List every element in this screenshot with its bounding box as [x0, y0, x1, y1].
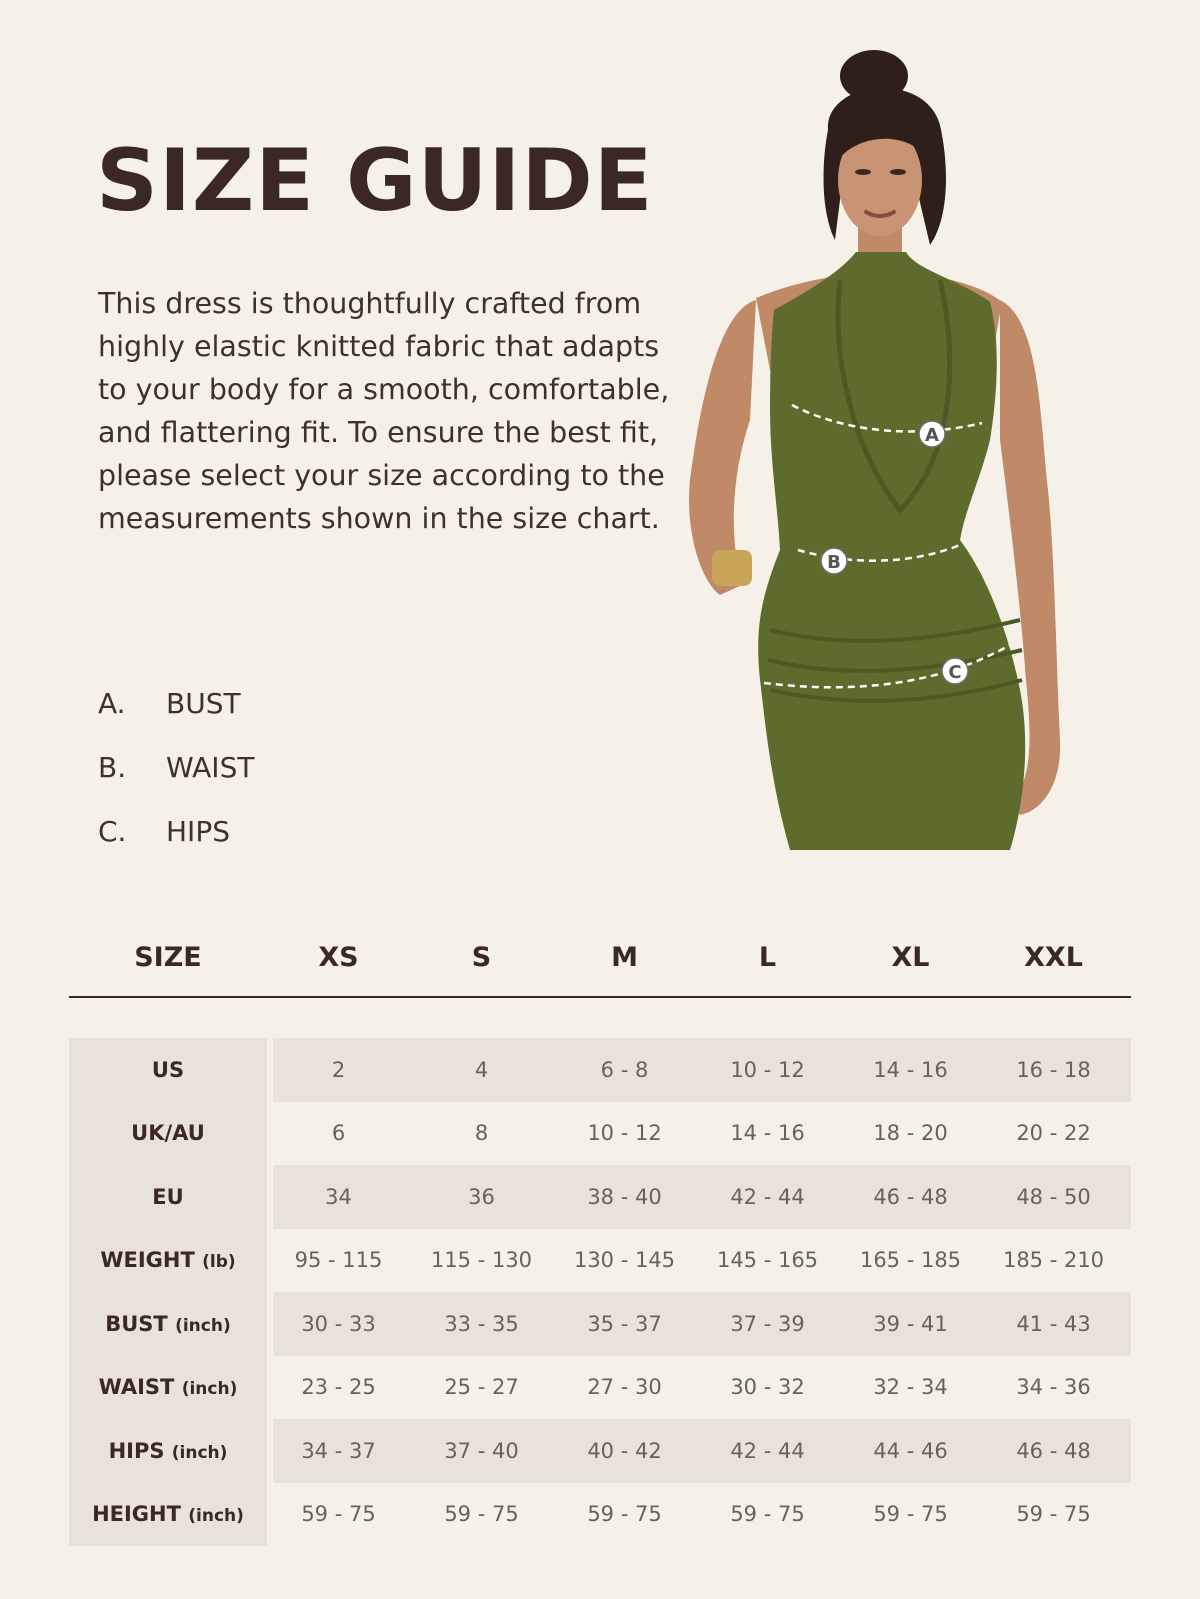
size-table-header — [69, 930, 1131, 984]
table-cell: 59 - 75 — [873, 1502, 948, 1527]
table-row — [69, 1483, 1131, 1547]
row-label-name: UK/AU — [131, 1121, 205, 1146]
row-label — [69, 1312, 267, 1336]
table-cell: 10 - 12 — [587, 1121, 662, 1146]
table-cell: 46 - 48 — [1016, 1438, 1091, 1463]
table-cell: 14 - 16 — [730, 1121, 805, 1146]
measurement-item-hips — [98, 800, 254, 864]
table-cell: 2 — [331, 1057, 346, 1082]
row-label — [69, 1121, 267, 1145]
table-cell: 27 - 30 — [587, 1375, 662, 1400]
row-label — [69, 1502, 267, 1526]
row-label — [69, 1058, 267, 1082]
table-cell: 14 - 16 — [873, 1057, 948, 1082]
table-cell: 44 - 46 — [873, 1438, 948, 1463]
table-row — [69, 1356, 1131, 1420]
table-cell: 185 - 210 — [1002, 1248, 1105, 1273]
table-cell: 34 - 37 — [301, 1438, 376, 1463]
header-xxl: XXL — [1024, 941, 1083, 973]
table-cell: 115 - 130 — [430, 1248, 533, 1273]
table-row — [69, 1229, 1131, 1293]
row-label-name: BUST — [105, 1311, 168, 1336]
table-row — [69, 1038, 1131, 1102]
marker-a — [919, 421, 945, 447]
table-cell: 16 - 18 — [1016, 1057, 1091, 1082]
size-table — [69, 930, 1131, 1546]
header-divider — [69, 996, 1131, 998]
table-cell: 38 - 40 — [587, 1184, 662, 1209]
row-label-name: US — [151, 1057, 185, 1082]
table-cell: 41 - 43 — [1016, 1311, 1091, 1336]
row-label — [69, 1185, 267, 1209]
measurement-item-waist — [98, 736, 254, 800]
table-row — [69, 1292, 1131, 1356]
table-cell: 42 - 44 — [730, 1438, 805, 1463]
marker-b-label: B — [827, 552, 841, 573]
table-cell: 37 - 40 — [444, 1438, 519, 1463]
row-label-unit: (inch) — [175, 1315, 231, 1336]
table-cell: 23 - 25 — [301, 1375, 376, 1400]
measurement-letter: A. — [98, 687, 126, 720]
header-xs: XS — [318, 941, 359, 973]
table-cell: 6 - 8 — [600, 1057, 649, 1082]
table-cell: 33 - 35 — [444, 1311, 519, 1336]
table-cell: 39 - 41 — [873, 1311, 948, 1336]
eye-left — [855, 169, 871, 175]
table-cell: 4 — [474, 1057, 489, 1082]
measurement-name: WAIST — [166, 751, 255, 784]
table-cell: 165 - 185 — [859, 1248, 962, 1273]
row-label-unit: (inch) — [188, 1506, 244, 1527]
description: This dress is thoughtfully crafted from highly elastic knitted fabric that adapts to your body for a smooth, comfortable, and flattering fit. To ensure the best fit, please select your size according to the measurements shown in the size chart. — [98, 287, 670, 535]
table-cell: 18 - 20 — [873, 1121, 948, 1146]
header-xl: XL — [891, 941, 930, 973]
measurement-letter: C. — [98, 815, 127, 848]
row-label — [69, 1375, 267, 1399]
row-label-unit: (inch) — [171, 1442, 228, 1463]
eye-right — [890, 169, 906, 175]
measurement-name: HIPS — [166, 815, 230, 848]
row-label-name: WAIST — [98, 1375, 175, 1400]
table-row — [69, 1102, 1131, 1166]
table-cell: 20 - 22 — [1016, 1121, 1091, 1146]
table-cell: 25 - 27 — [444, 1375, 519, 1400]
table-cell: 37 - 39 — [730, 1311, 805, 1336]
table-cell: 48 - 50 — [1016, 1184, 1091, 1209]
header-l: L — [758, 941, 777, 973]
table-cell: 42 - 44 — [730, 1184, 805, 1209]
table-cell: 59 - 75 — [587, 1502, 662, 1527]
row-label-name: WEIGHT — [100, 1248, 195, 1273]
row-label-unit: (lb) — [202, 1252, 236, 1273]
table-cell: 35 - 37 — [587, 1311, 662, 1336]
row-label — [69, 1439, 267, 1463]
row-label-unit: (inch) — [181, 1379, 238, 1400]
table-cell: 6 — [331, 1121, 346, 1146]
table-cell: 130 - 145 — [573, 1248, 676, 1273]
table-cell: 59 - 75 — [301, 1502, 376, 1527]
row-label — [69, 1248, 267, 1272]
table-cell: 36 — [468, 1184, 495, 1209]
page-title: SIZE GUIDE — [96, 131, 654, 231]
size-table-body — [69, 1038, 1131, 1546]
table-cell: 59 - 75 — [1016, 1502, 1091, 1527]
table-cell: 8 — [474, 1121, 489, 1146]
table-row — [69, 1165, 1131, 1229]
table-cell: 95 - 115 — [294, 1248, 383, 1273]
marker-c-label: C — [948, 662, 962, 683]
header-m: M — [611, 941, 638, 973]
measurement-list — [98, 672, 254, 864]
measurement-letter: B. — [98, 751, 127, 784]
table-cell: 59 - 75 — [730, 1502, 805, 1527]
table-cell: 34 - 36 — [1016, 1375, 1091, 1400]
table-cell: 145 - 165 — [716, 1248, 819, 1273]
marker-b — [821, 548, 847, 574]
table-cell: 32 - 34 — [873, 1375, 948, 1400]
table-row — [69, 1419, 1131, 1483]
table-cell: 59 - 75 — [444, 1502, 519, 1527]
row-label-name: HEIGHT — [92, 1502, 181, 1527]
marker-a-label: A — [925, 425, 939, 446]
table-cell: 46 - 48 — [873, 1184, 948, 1209]
row-label-name: EU — [152, 1184, 184, 1209]
model-figure — [660, 40, 1110, 870]
measurement-item-bust — [98, 672, 254, 736]
header-s: S — [471, 941, 492, 973]
table-cell: 40 - 42 — [587, 1438, 662, 1463]
row-label-name: HIPS — [108, 1438, 165, 1463]
header-size: SIZE — [134, 941, 202, 973]
marker-c — [942, 658, 968, 684]
table-cell: 30 - 32 — [730, 1375, 805, 1400]
table-cell: 10 - 12 — [730, 1057, 805, 1082]
table-cell: 30 - 33 — [301, 1311, 376, 1336]
gold-cuff — [712, 550, 752, 586]
measurement-name: BUST — [166, 687, 241, 720]
table-cell: 34 — [325, 1184, 352, 1209]
